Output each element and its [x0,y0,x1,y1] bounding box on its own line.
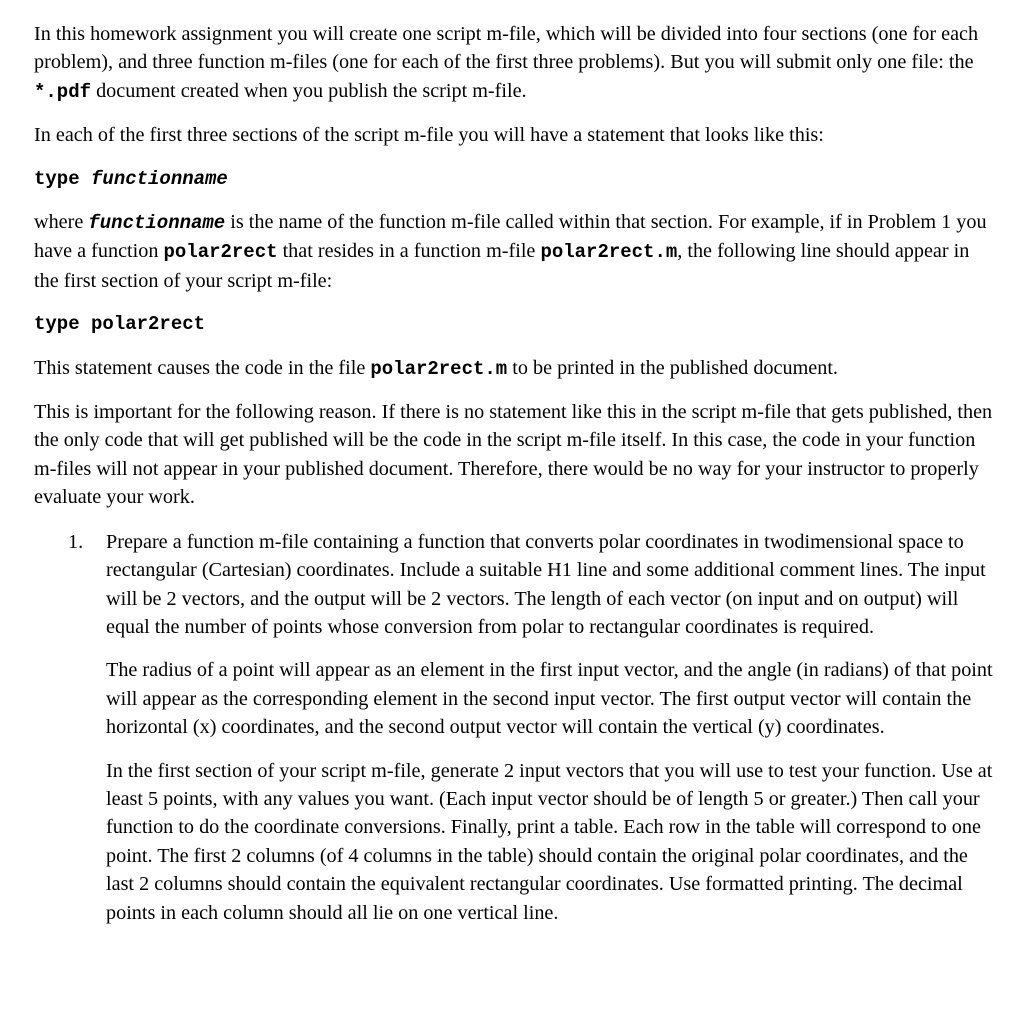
intro-paragraph-1 [34,20,994,106]
intro-text: In this homework assignment you will create one script m-file, which will be divided into four sections (one for each problem), and three function m-files (one for each of the first three problems). But you will submit only one file: the [34,23,979,74]
inline-code-polar2rect-m: polar2rect.m [540,241,678,264]
code-line-type-polar2rect: type polar2rect [34,313,206,336]
problem-1 [34,528,994,927]
intro-text: document created when you publish the script m-file. [91,79,527,102]
intro-text: where [34,211,89,234]
intro-paragraph-4 [34,354,994,383]
problem-number: 1. [68,530,84,553]
code-keyword: type [34,167,80,190]
code-line-type-functionname [34,165,994,193]
intro-text: This statement causes the code in the file [34,356,371,379]
inline-code-pdf: *.pdf [34,80,92,103]
intro-paragraph-2: In each of the first three sections of the script m-file you will have a statement that looks like this: [34,124,824,147]
intro-paragraph-3 [34,208,994,295]
intro-text: , the following line should appear in the first section of your script m-file: [34,240,970,292]
inline-code-polar2rect-m: polar2rect.m [370,357,508,380]
intro-text: to be printed in the published document. [507,356,838,379]
intro-text: is the name of the function m-file called within that section. For example, if in Problem 1 you have a function [34,211,987,263]
document-page [34,20,994,927]
code-argument: functionname [91,167,228,190]
problem-1-paragraph-1: Prepare a function m-file containing a function that converts polar coordinates in twodimensional space to rectangular (Cartesian) coordinates. Include a suitable H1 line and some additional comment lines. The input will be 2 vectors, and the output will be 2 vectors. The length of each vector (on input and on output) will equal the number of points whose conversion from polar to rectangular coordinates is required. [106,530,986,638]
intro-text: that resides in a function m-file [277,240,541,263]
inline-code-functionname: functionname [88,212,226,235]
intro-paragraph-5: This is important for the following reason. If there is no statement like this in the script m-file that gets published, then the only code that will get published will be the code in the script m-file itself. In this case, the code in your function m-files will not appear in your published document. Therefore, there would be no way for your instructor to properly evaluate your work. [34,401,993,509]
problem-1-paragraph-3: In the first section of your script m-file, generate 2 input vectors that you will use to test your function. Use at least 5 points, with any values you want. (Each input vector should be of length 5 or greater.) Then call your function to do the coordinate conversions. Finally, print a table. Each row in the table will correspond to one point. The first 2 columns (of 4 columns in the table) should contain the original polar coordinates, and the last 2 columns should contain the equivalent rectangular coordinates. Use formatted printing. The decimal points in each column should all lie on one vertical line. [106,759,993,924]
problem-1-paragraph-2: The radius of a point will appear as an element in the first input vector, and the angle (in radians) of that point will appear as the corresponding element in the second input vector. The first output vector will contain the horizontal (x) coordinates, and the second output vector will contain the vertical (y) coordinates. [106,659,993,739]
inline-code-polar2rect: polar2rect [163,241,278,264]
